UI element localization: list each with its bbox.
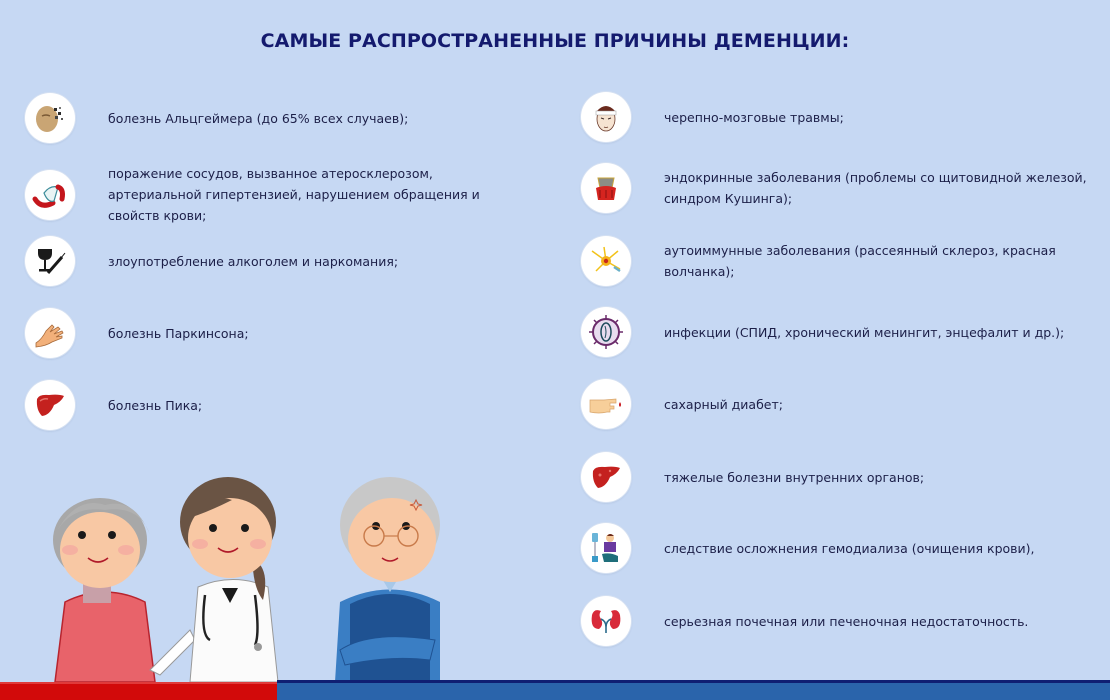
kidneys-icon: [581, 596, 631, 646]
cause-item-alzheimer: [25, 93, 508, 143]
cause-item-parkinson: [25, 308, 508, 358]
head-bandage-icon: [581, 92, 631, 142]
cause-item-hemodialysis: [581, 523, 1094, 573]
cause-item-vascular: [25, 163, 508, 226]
wine-syringe-icon: [25, 236, 75, 286]
female-doctor-figure: [150, 477, 278, 682]
finger-blood-drop-icon: [581, 379, 631, 429]
cause-text: инфекции (СПИД, хронический менингит, энцефалит и др.);: [664, 324, 1065, 340]
cause-item-diabetes: [581, 379, 1094, 429]
footer-bar-red: [0, 682, 277, 700]
cause-item-internal-organs: [581, 452, 1094, 502]
cause-text: болезнь Пика;: [108, 397, 203, 413]
page-title: САМЫЕ РАСПРОСТРАНЕННЫЕ ПРИЧИНЫ ДЕМЕНЦИИ:: [260, 30, 850, 52]
cause-item-endocrine: [581, 163, 1094, 213]
hemodialysis-icon: [581, 523, 631, 573]
blood-vessel-icon: [25, 170, 75, 220]
cause-text: следствие осложнения гемодиализа (очищения крови),: [664, 540, 1035, 556]
cause-item-autoimmune: [581, 236, 1094, 286]
trembling-hand-icon: [25, 308, 75, 358]
cause-item-alcohol: [25, 236, 508, 286]
internal-organ-liver-icon: [581, 452, 631, 502]
cause-text: тяжелые болезни внутренних органов;: [664, 469, 925, 485]
elderly-man-figure: [335, 477, 440, 682]
liver-icon: [25, 380, 75, 430]
cause-text: черепно-мозговые травмы;: [664, 109, 844, 125]
cause-text: поражение сосудов, вызванное атеросклерозом, артериальной гипертензией, нарушением обращения и свойств крови;: [108, 166, 480, 223]
cause-text: серьезная почечная или печеночная недостаточность.: [664, 613, 1029, 629]
cause-text: болезнь Альцгеймера (до 65% всех случаев);: [108, 110, 409, 126]
cause-text: эндокринные заболевания (проблемы со щитовидной железой, синдром Кушинга);: [664, 170, 1087, 206]
cause-item-kidney-liver-failure: [581, 596, 1094, 646]
neuron-icon: [581, 236, 631, 286]
footer-bar-blue: [277, 680, 1110, 700]
brain-head-icon: [25, 93, 75, 143]
virus-icon: [581, 307, 631, 357]
cause-item-pick: [25, 380, 508, 430]
cause-text: злоупотребление алкоголем и наркомания;: [108, 253, 399, 269]
cause-text: аутоиммунные заболевания (рассеянный склероз, красная волчанка);: [664, 243, 1056, 279]
cause-text: болезнь Паркинсона;: [108, 325, 249, 341]
cause-text: сахарный диабет;: [664, 396, 783, 412]
thyroid-icon: [581, 163, 631, 213]
cause-item-head-trauma: [581, 92, 1094, 142]
cause-item-infections: [581, 307, 1094, 357]
people-illustration: [0, 440, 500, 682]
elderly-woman-figure: [53, 498, 155, 682]
